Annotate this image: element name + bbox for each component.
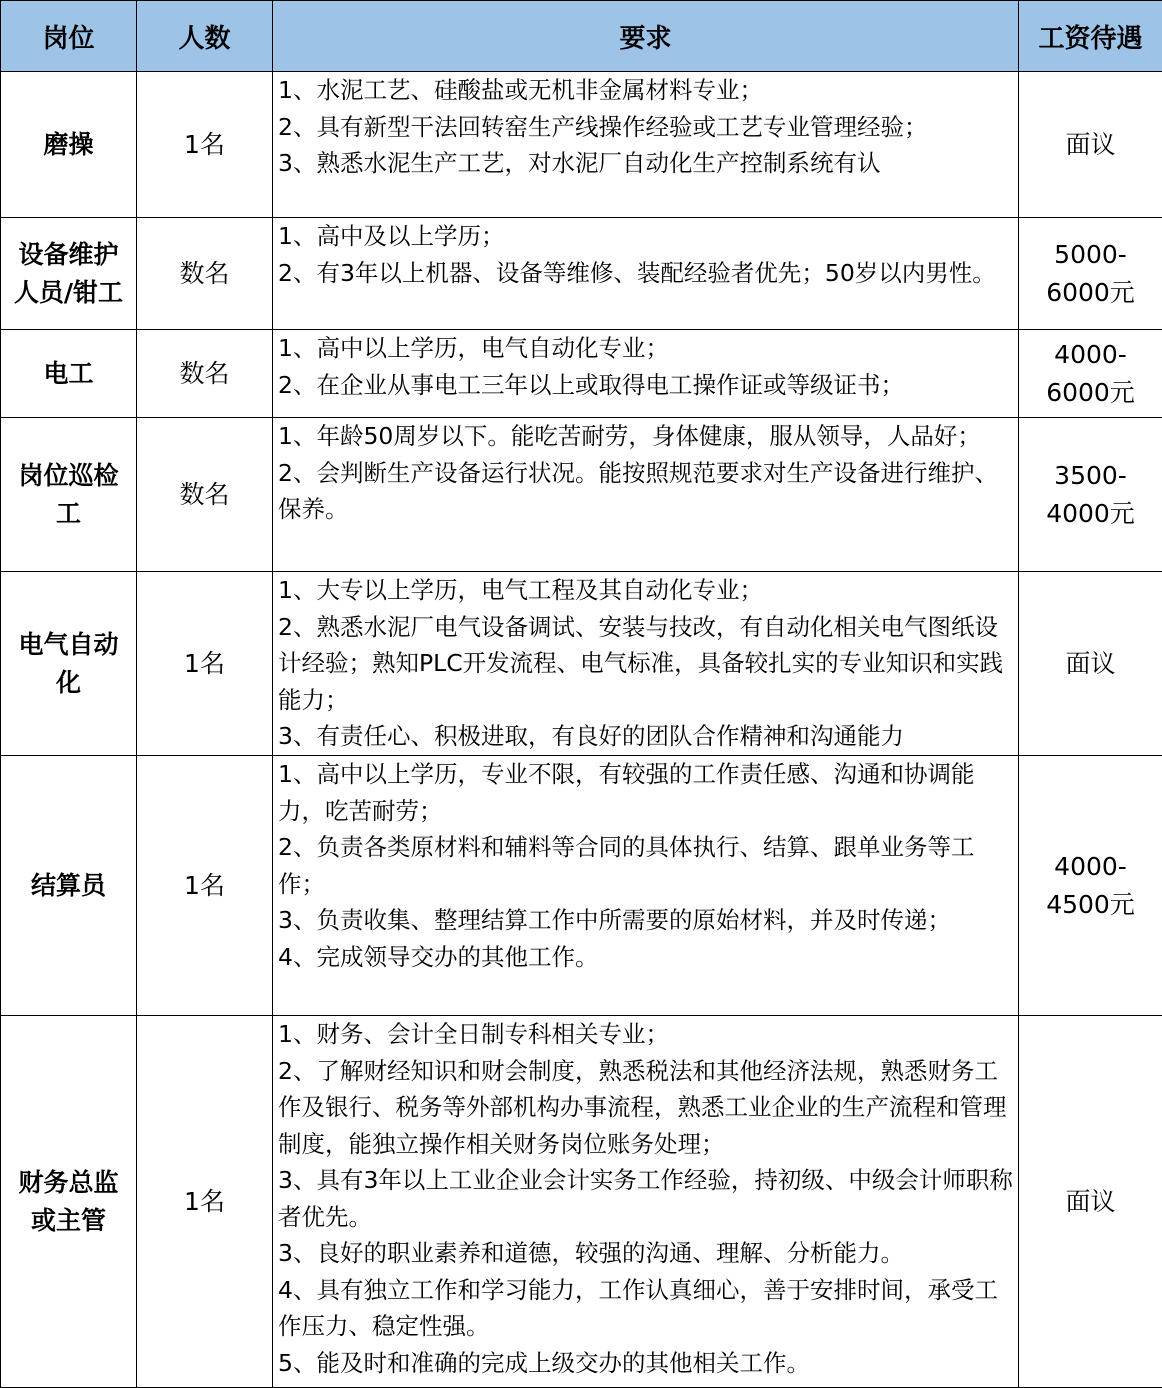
requirements-cell: 1、高中以上学历，专业不限，有较强的工作责任感、沟通和协调能力，吃苦耐劳； 2、负责各类原材料和辅料等合同的具体执行、结算、跟单业务等工作； 3、负责收集、整理结算工作中所需要的原始材料，并及时传递； 4、完成领导交办的其他工作。 [273, 756, 1019, 1016]
header-count: 人数 [137, 1, 273, 72]
position-cell: 磨操 [1, 72, 137, 218]
position-cell: 岗位巡检工 [1, 418, 137, 572]
position-cell: 设备维护人员/钳工 [1, 218, 137, 330]
table-row [1, 572, 1162, 756]
requirements-cell: 1、年龄50周岁以下。能吃苦耐劳，身体健康，服从领导，人品好； 2、会判断生产设备运行状况。能按照规范要求对生产设备进行维护、保养。 [273, 418, 1019, 572]
salary-cell: 4000-6000元 [1019, 330, 1162, 418]
position-cell: 结算员 [1, 756, 137, 1016]
table-row [1, 418, 1162, 572]
table-row [1, 218, 1162, 330]
salary-cell: 5000-6000元 [1019, 218, 1162, 330]
count-cell: 1名 [137, 1016, 273, 1388]
header-salary: 工资待遇 [1019, 1, 1162, 72]
salary-cell: 面议 [1019, 572, 1162, 756]
header-position: 岗位 [1, 1, 137, 72]
salary-cell: 4000-4500元 [1019, 756, 1162, 1016]
table-row [1, 330, 1162, 418]
count-cell: 1名 [137, 72, 273, 218]
salary-cell: 面议 [1019, 72, 1162, 218]
table-row [1, 756, 1162, 1016]
count-cell: 数名 [137, 218, 273, 330]
requirements-cell: 1、大专以上学历，电气工程及其自动化专业； 2、熟悉水泥厂电气设备调试、安装与技改，有自动化相关电气图纸设计经验；熟知PLC开发流程、电气标准，具备较扎实的专业知识和实践能力； 3、有责任心、积极进取，有良好的团队合作精神和沟通能力 [273, 572, 1019, 756]
header-requirements: 要求 [273, 1, 1019, 72]
requirements-cell: 1、财务、会计全日制专科相关专业； 2、了解财经知识和财会制度，熟悉税法和其他经济法规，熟悉财务工作及银行、税务等外部机构办事流程，熟悉工业企业的生产流程和管理制度，能独立操作相关财务岗位账务处理； 3、具有3年以上工业企业会计实务工作经验，持初级、中级会计师职称者优先。 3、良好的职业素养和道德，较强的沟通、理解、分析能力。 4、具有独立工作和学习能力，工作认真细心，善于安排时间，承受工作压力、稳定性强。 5、能及时和准确的完成上级交办的其他相关工作。 [273, 1016, 1019, 1388]
position-cell: 电气自动化 [1, 572, 137, 756]
requirements-cell: 1、水泥工艺、硅酸盐或无机非金属材料专业； 2、具有新型干法回转窑生产线操作经验或工艺专业管理经验； 3、熟悉水泥生产工艺，对水泥厂自动化生产控制系统有认 [273, 72, 1019, 218]
table-row [1, 1016, 1162, 1388]
count-cell: 1名 [137, 756, 273, 1016]
requirements-cell: 1、高中以上学历，电气自动化专业； 2、在企业从事电工三年以上或取得电工操作证或等级证书； [273, 330, 1019, 418]
count-cell: 数名 [137, 330, 273, 418]
salary-cell: 面议 [1019, 1016, 1162, 1388]
table-header [1, 1, 1162, 72]
count-cell: 数名 [137, 418, 273, 572]
table-row [1, 72, 1162, 218]
requirements-cell: 1、高中及以上学历； 2、有3年以上机器、设备等维修、装配经验者优先；50岁以内男性。 [273, 218, 1019, 330]
salary-cell: 3500-4000元 [1019, 418, 1162, 572]
position-cell: 电工 [1, 330, 137, 418]
position-cell: 财务总监或主管 [1, 1016, 137, 1388]
count-cell: 1名 [137, 572, 273, 756]
